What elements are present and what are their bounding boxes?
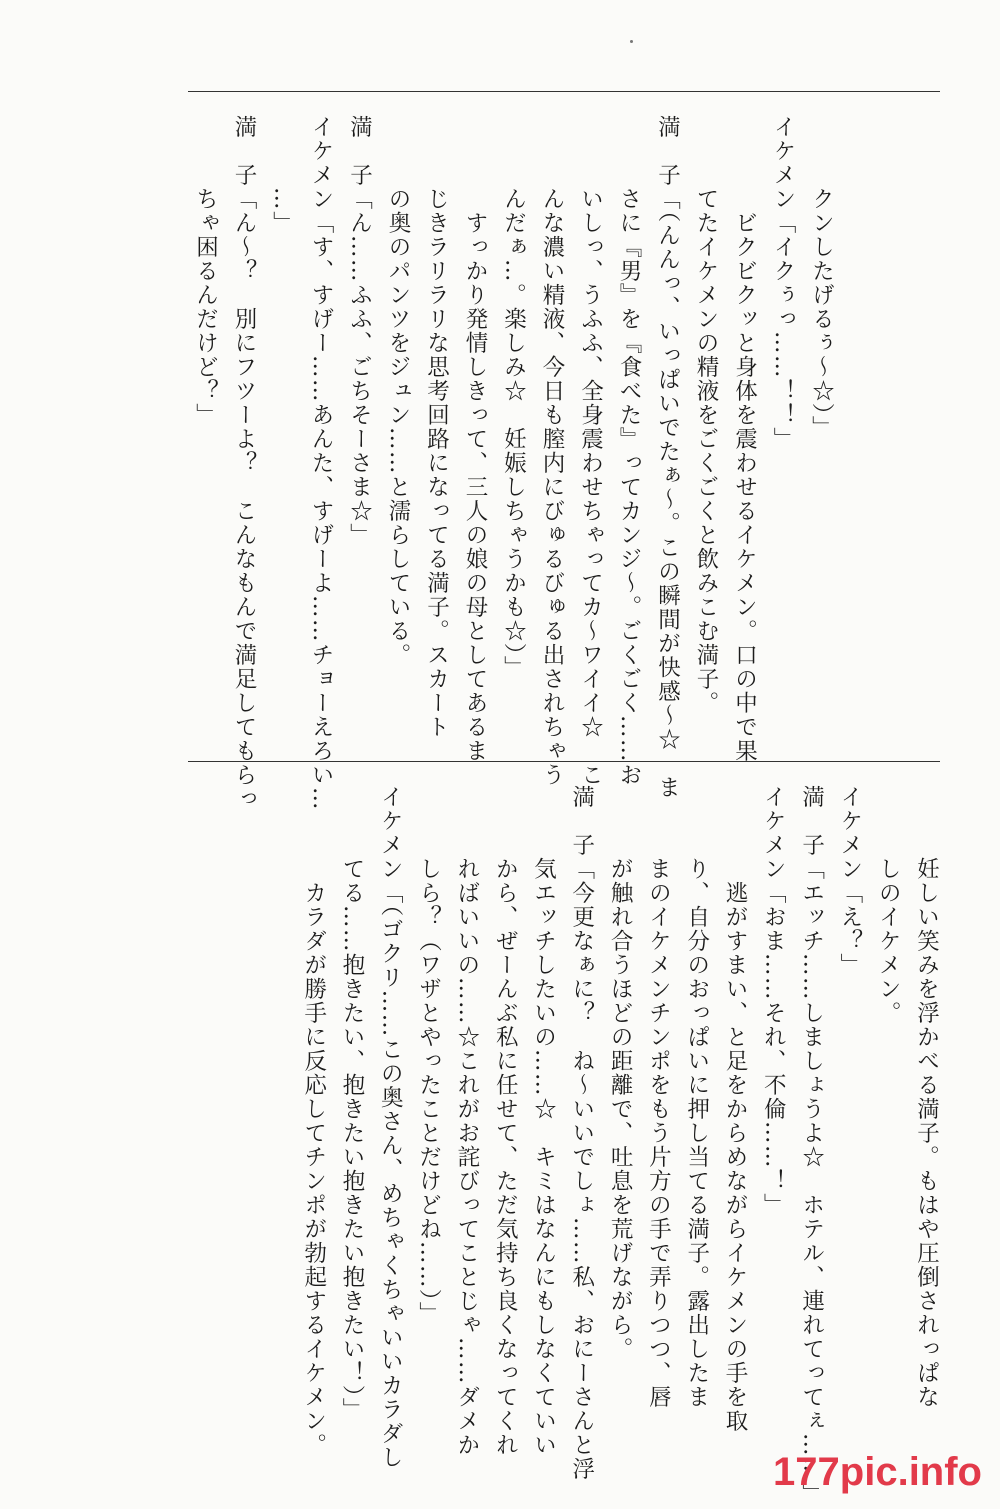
line-text: が触れ合うほどの距離で、吐息を荒げながら。 — [607, 785, 634, 1361]
text-column — [915, 785, 938, 1409]
line-text: 「おま……それ、不倫……！」 — [760, 881, 787, 1217]
line-text: 「え？」 — [836, 881, 863, 977]
text-column — [233, 115, 256, 811]
text-column — [310, 115, 333, 811]
text-column — [838, 785, 861, 977]
line-text: いしっ、うふふ、全身震わせちゃってカ～ワイイ☆ こ — [577, 115, 604, 787]
text-column — [271, 115, 294, 235]
text-column — [810, 115, 833, 440]
text-column — [387, 115, 410, 667]
text-column — [772, 115, 795, 451]
text-column — [348, 115, 371, 547]
line-text: から、ぜーんぶ私に任せて、ただ気持ち良くなってくれ — [492, 785, 519, 1457]
line-text: 「（んんっ、いっぱいでたぁ～。この瞬間が快感～☆ ま — [654, 187, 681, 800]
watermark: 177pic.info — [773, 1450, 982, 1494]
speaker-name: 満 子 — [568, 785, 595, 857]
line-text: カラダが勝手に反応してチンポが勃起するイケメン。 — [300, 785, 327, 1457]
line-text: すっかり発情しきって、三人の娘の母としてあるま — [462, 115, 488, 763]
speaker-name: イケメン — [760, 785, 787, 881]
line-text: 気エッチしたいの……☆ キミはなんにもしなくていい — [530, 785, 557, 1457]
speaker-name: イケメン — [836, 785, 863, 881]
line-text: まのイケメンチンポをもう片方の手で弄りつつ、唇 — [645, 785, 672, 1409]
text-column — [647, 785, 670, 1409]
line-text: 「エッチ……しましょうよ☆ ホテル、連れてってぇ……」 — [798, 857, 825, 1505]
upper-text-block — [192, 115, 840, 811]
line-text: 「す、すげー……あんた、すげーよ……チョーえろい… — [308, 211, 334, 811]
text-column — [417, 785, 440, 1326]
line-text: 「今更なぁに？ ね～いいでしょ……私、おにーさんと浮 — [568, 857, 595, 1481]
line-text: しら？（ワザとやったことだけどね……）」 — [415, 785, 442, 1326]
line-text: じきラリラリな思考回路になってる満子。スカート — [423, 115, 450, 739]
text-column — [464, 115, 487, 763]
speaker-name: 満 子 — [346, 115, 373, 187]
top-rule — [188, 91, 940, 92]
line-text: 「（ゴクリ……この奥さん、めちゃくちゃいいカラダし — [377, 881, 404, 1470]
line-text: しのイケメン。 — [875, 785, 902, 1025]
speaker-name: 満 子 — [654, 115, 681, 187]
text-column — [579, 115, 602, 787]
text-column — [618, 115, 641, 787]
line-text: …」 — [269, 115, 296, 235]
text-column — [695, 115, 718, 715]
line-text: り、自分のおっぱいに押し当てる満子。露出したま — [683, 785, 710, 1409]
speaker-name: 満 子 — [798, 785, 825, 857]
line-text: てたイケメンの精液をごくごくと飲みこむ満子。 — [693, 115, 719, 715]
line-text: さに『男』を『食べた』ってカンジ～。ごくごく……お — [616, 115, 642, 787]
text-column — [570, 785, 593, 1481]
line-text: ればいいの……☆これがお詫びってことじゃ……ダメか — [453, 785, 480, 1457]
text-column — [762, 785, 785, 1217]
text-column — [494, 785, 517, 1457]
line-text: 逃がすまい、と足をからめながらイケメンの手を取 — [722, 785, 748, 1433]
text-column — [425, 115, 448, 739]
speaker-name: イケメン — [308, 115, 334, 211]
text-column — [502, 115, 525, 680]
speaker-name: 満 子 — [231, 115, 257, 187]
line-text: 「イクぅっ……！！」 — [770, 211, 796, 451]
text-column — [379, 785, 402, 1470]
text-column — [341, 785, 364, 1422]
line-text: 妊しい笑みを浮かべる満子。もはや圧倒されっぱな — [913, 785, 940, 1409]
text-column — [455, 785, 478, 1457]
speaker-name: イケメン — [770, 115, 796, 211]
text-column — [541, 115, 564, 787]
text-column — [302, 785, 325, 1457]
line-text: てる……抱きたい、抱きたい抱きたい抱きたい！）」 — [339, 785, 365, 1422]
line-text: 「ん～？ 別にフツーよ？ こんなもんで満足してもらっ — [231, 187, 257, 811]
line-text: んな濃い精液、今日も膣内にびゅるびゅる出されちゃう — [539, 115, 565, 787]
line-text: ちゃ困るんだけど？」 — [192, 115, 219, 427]
text-column — [609, 785, 632, 1361]
stray-mark — [630, 40, 633, 43]
speaker-name: イケメン — [377, 785, 404, 881]
text-column — [685, 785, 708, 1409]
text-column — [656, 115, 679, 800]
text-column — [733, 115, 756, 763]
text-column — [532, 785, 555, 1457]
line-text: の奥のパンツをジュン……と濡らしている。 — [385, 115, 411, 667]
line-text: 「ん……ふふ、ごちそーさま☆」 — [346, 187, 373, 547]
line-text: んだぁ…。楽しみ☆ 妊娠しちゃうかも☆）」 — [500, 115, 527, 680]
text-column — [724, 785, 747, 1433]
text-column — [877, 785, 900, 1025]
line-text: クンしたげるぅ～☆）」 — [808, 115, 835, 440]
text-column — [800, 785, 823, 1505]
line-text: ビクビクッと身体を震わせるイケメン。口の中で果 — [731, 115, 758, 763]
text-column — [194, 115, 217, 427]
